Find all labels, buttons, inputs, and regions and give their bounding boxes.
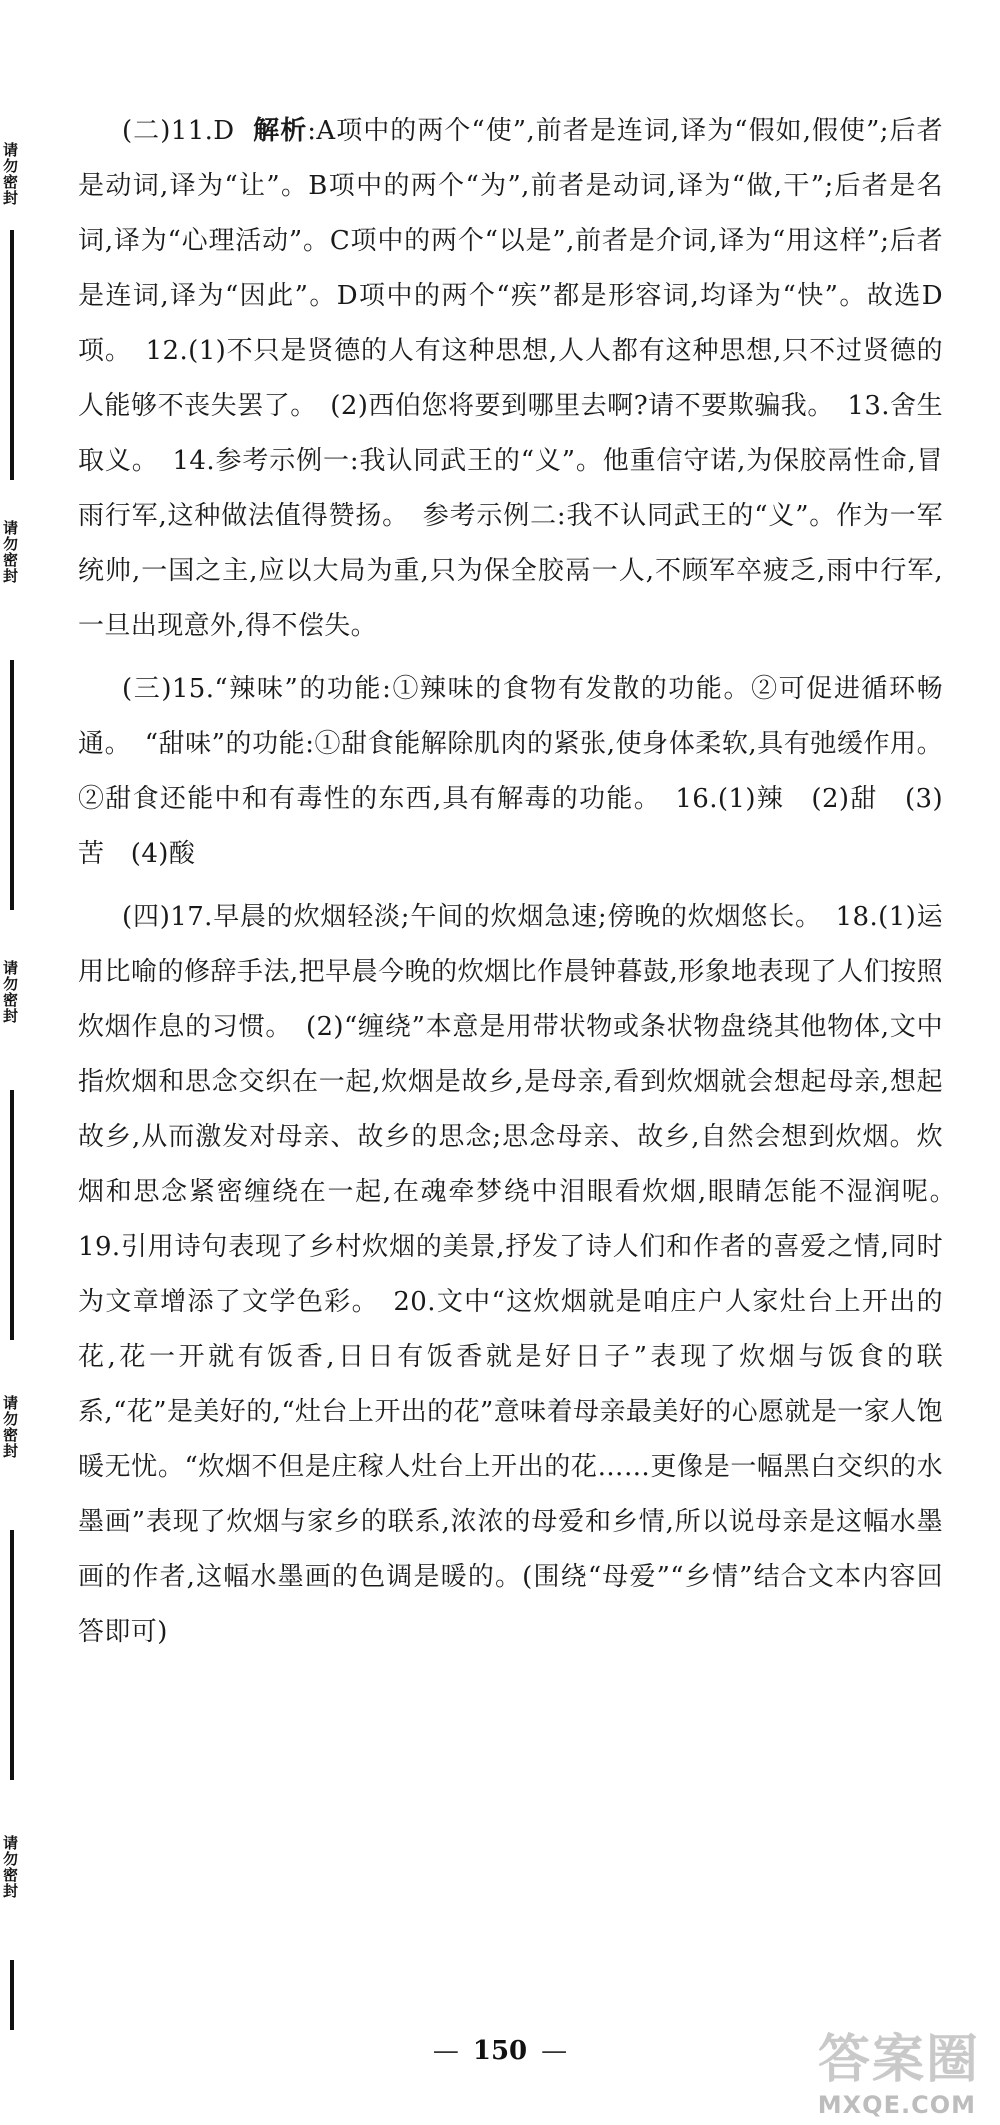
page-dash-left: — (432, 2036, 459, 2066)
margin-stamp: 请勿密封 (1, 142, 19, 206)
question-label: (二)11.D (122, 116, 235, 146)
answer-text-block (78, 104, 970, 1660)
page-dash-right: — (541, 2036, 568, 2066)
margin-rule (10, 230, 14, 480)
margin-stamp: 请勿密封 (1, 520, 19, 584)
watermark-url: MXQE.COM (817, 2091, 976, 2119)
analysis-keyword: 解析 (253, 116, 308, 146)
margin-stamp: 请勿密封 (1, 1395, 19, 1459)
answer-paragraph-text: (四)17.早晨的炊烟轻淡;午间的炊烟急速;傍晚的炊烟悠长。 18.(1)运用比喻的修辞手法,把早晨今晚的炊烟比作晨钟暮鼓,形象地表现了人们按照炊烟作息的习惯。 (2)“缠绕”本意是用带状物或条状物盘绕其他物体,文中指炊烟和思念交织在一起,炊烟是故乡,是母亲,看到炊烟就会想起母亲,想起故乡,从而激发对母亲、故乡的思念;思念母亲、故乡,自然会想到炊烟。炊烟和思念紧密缠绕在一起,在魂牵梦绕中泪眼看炊烟,眼睛怎能不湿润呢。 19.引用诗句表现了乡村炊烟的美景,抒发了诗人们和作者的喜爱之情,同时为文章增添了文学色彩。 20.文中“这炊烟就是咱庄户人家灶台上开出的花,花一开就有饭香,日日有饭香就是好日子”表现了炊烟与饭食的联系,“花”是美好的,“灶台上开出的花”意味着母亲最美好的心愿就是一家人饱暖无忧。“炊烟不但是庄稼人灶台上开出的花……更像是一幅黑白交织的水墨画”表现了炊烟与家乡的联系,浓浓的母爱和乡情,所以说母亲是这幅水墨画的作者,这幅水墨画的色调是暖的。(围绕“母爱”“乡情”结合文本内容回答即可) (78, 902, 970, 1647)
answer-paragraph-text: :A项中的两个“使”,前者是连词,译为“假如,假使”;后者是动词,译为“让”。B项中的两个“为”,前者是动词,译为“做,干”;后者是名词,译为“心理活动”。C项中的两个“以是”,前者是介词,译为“用这样”;后者是连词,译为“因此”。D项中的两个“疾”都是形容词,均译为“快”。故选D项。 12.(1)不只是贤德的人有这种思想,人人都有这种思想,只不过贤德的人能够不丧失罢了。 (2)西伯您将要到哪里去啊?请不要欺骗我。 13.舍生取义。 14.参考示例一:我认同武王的“义”。他重信守诺,为保胶鬲性命,冒雨行军,这种做法值得赞扬。 参考示例二:我不认同武王的“义”。作为一军统帅,一国之主,应以大局为重,只为保全胶鬲一人,不顾军卒疲乏,雨中行军,一旦出现意外,得不偿失。 (78, 116, 943, 641)
margin-rule (10, 1090, 14, 1340)
margin-rule (10, 1960, 14, 2030)
page-number-value: 150 (472, 2036, 528, 2066)
answer-paragraph-2 (78, 104, 943, 654)
margin-stamp: 请勿密封 (1, 960, 19, 1024)
site-watermark (720, 2031, 980, 2119)
answer-paragraph-4 (78, 890, 970, 1660)
answer-paragraph-text: (三)15.“辣味”的功能:①辣味的食物有发散的功能。②可促进循环畅通。 “甜味”的功能:①甜食能解除肌肉的紧张,使身体柔软,具有弛缓作用。②甜食还能中和有毒性的东西,具有解毒的功能。 16.(1)辣 (2)甜 (3)苦 (4)酸 (78, 674, 943, 869)
watermark-logo: 答案圈 (817, 2030, 980, 2090)
margin-rule (10, 660, 14, 910)
margin-rule (10, 1530, 14, 1780)
answer-paragraph-3 (78, 662, 943, 882)
margin-stamp: 请勿密封 (1, 1835, 19, 1899)
binding-margin (0, 0, 20, 2125)
